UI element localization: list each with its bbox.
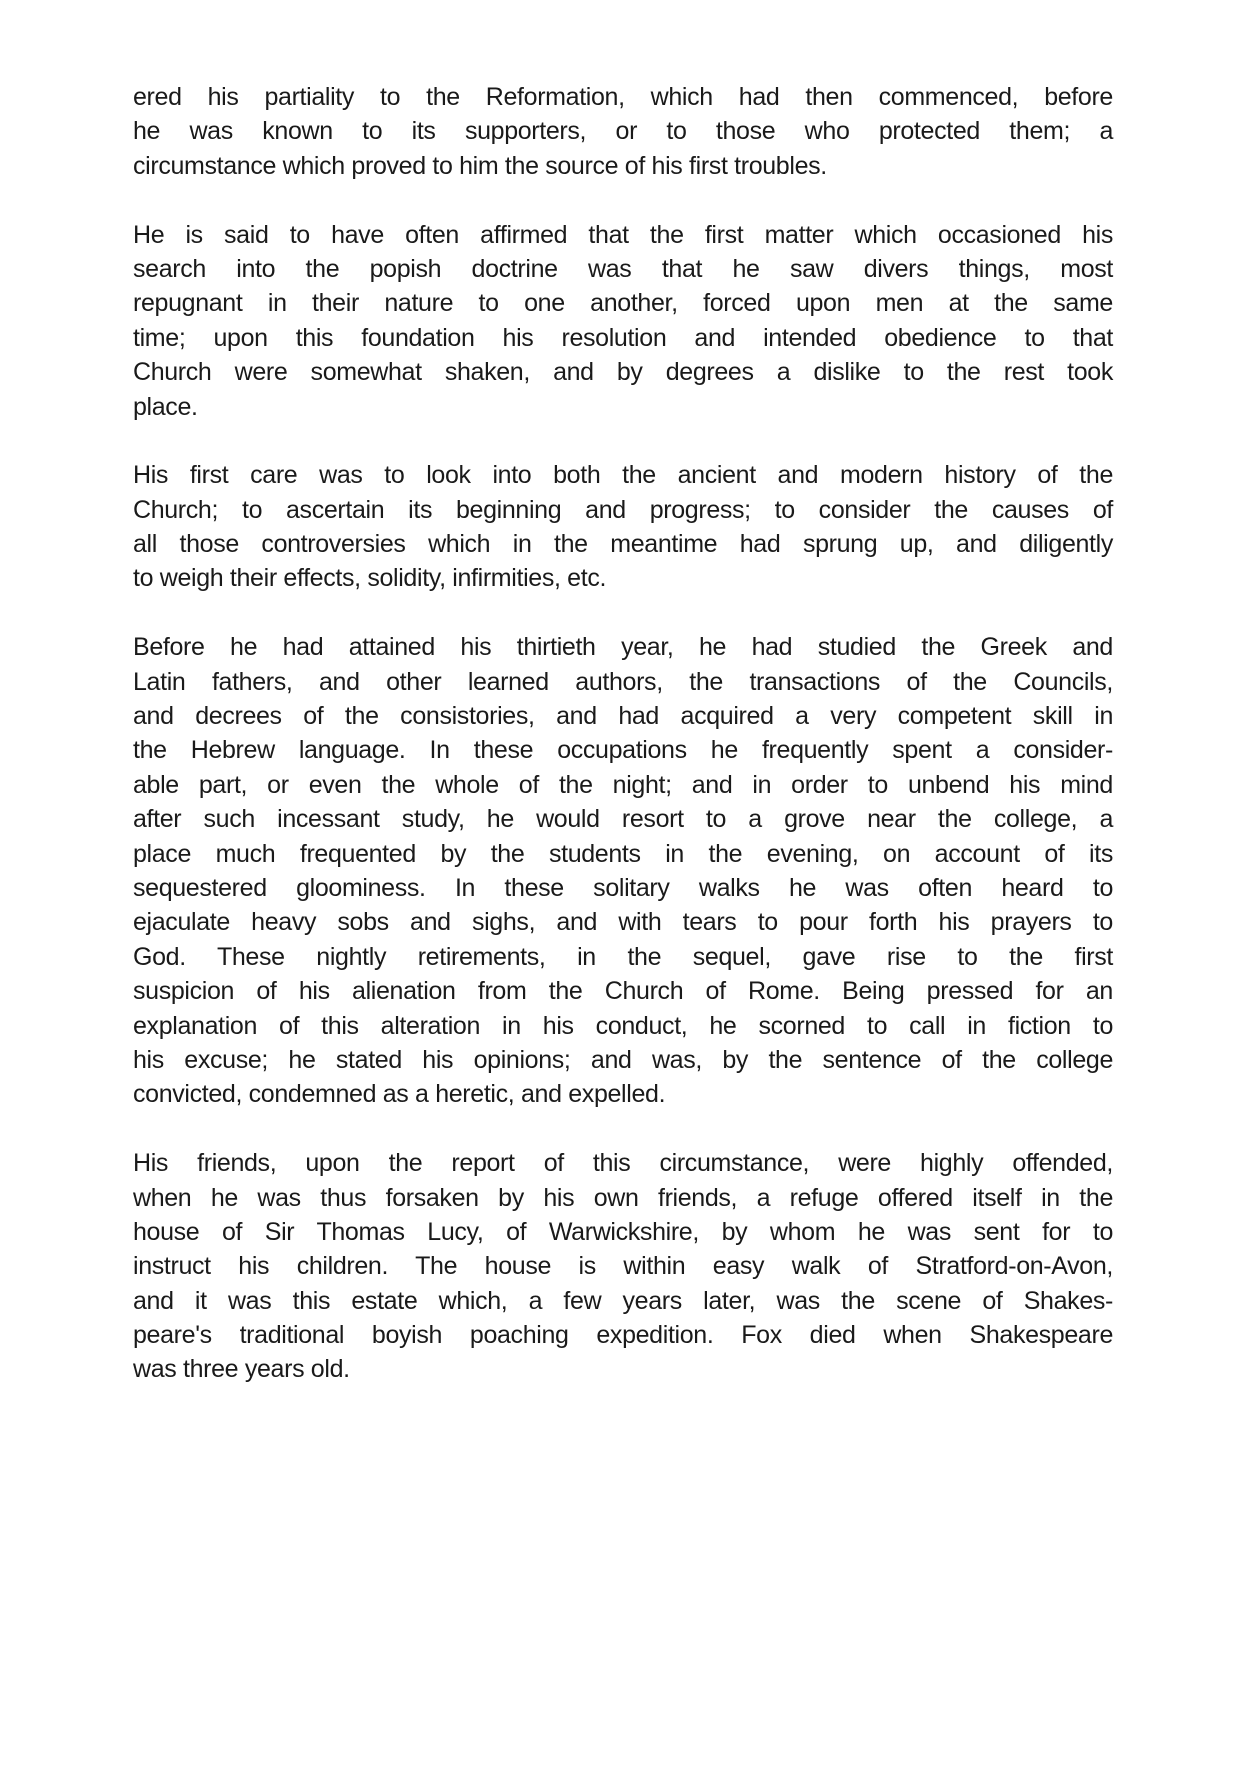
text-line: the Hebrew language. In these occupations he frequently spent a consider- (133, 736, 1113, 765)
text-line: convicted, condemned as a heretic, and expelled. (133, 1080, 666, 1109)
text-line: instruct his children. The house is within easy walk of Stratford-on-Avon, (133, 1252, 1113, 1281)
text-line: after such incessant study, he would resort to a grove near the college, a (133, 805, 1113, 834)
text-line: sequestered gloominess. In these solitary walks he was often heard to (133, 873, 1113, 902)
paragraph-3 (133, 458, 1113, 596)
text-line: house of Sir Thomas Lucy, of Warwickshire, by whom he was sent for to (133, 1217, 1113, 1246)
text-line: Before he had attained his thirtieth year, he had studied the Greek and (133, 633, 1113, 662)
paragraph-2 (133, 218, 1113, 424)
text-line: when he was thus forsaken by his own friends, a refuge offered itself in the (133, 1183, 1113, 1212)
text-line: and decrees of the consistories, and had acquired a very competent skill in (133, 702, 1113, 731)
text-line: he was known to its supporters, or to those who protected them; a (133, 117, 1113, 146)
paragraph-4 (133, 630, 1113, 1111)
text-line: ejaculate heavy sobs and sighs, and with tears to pour forth his prayers to (133, 908, 1113, 937)
text-line: Church were somewhat shaken, and by degrees a dislike to the rest took (133, 358, 1113, 387)
text-line: His first care was to look into both the ancient and modern history of the (133, 461, 1113, 490)
text-line: time; upon this foundation his resolution and intended obedience to that (133, 323, 1113, 352)
paragraph-5 (133, 1146, 1113, 1387)
text-line: place much frequented by the students in the evening, on account of its (133, 839, 1113, 868)
text-line: and it was this estate which, a few years later, was the scene of Shakes- (133, 1286, 1113, 1315)
text-line: Church; to ascertain its beginning and progress; to consider the causes of (133, 495, 1113, 524)
text-line: God. These nightly retirements, in the sequel, gave rise to the first (133, 942, 1113, 971)
text-line: peare's traditional boyish poaching expedition. Fox died when Shakespeare (133, 1321, 1113, 1350)
text-line: search into the popish doctrine was that he saw divers things, most (133, 254, 1113, 283)
text-line: able part, or even the whole of the night; and in order to unbend his mind (133, 770, 1113, 799)
text-line: suspicion of his alienation from the Church of Rome. Being pressed for an (133, 977, 1113, 1006)
text-line: place. (133, 392, 198, 421)
document-page (133, 80, 1113, 1421)
text-line: was three years old. (133, 1355, 350, 1384)
text-line: to weigh their effects, solidity, infirmities, etc. (133, 564, 607, 593)
text-line: all those controversies which in the meantime had sprung up, and diligently (133, 530, 1113, 559)
text-line: repugnant in their nature to one another, forced upon men at the same (133, 289, 1113, 318)
text-line: circumstance which proved to him the source of his first troubles. (133, 151, 827, 180)
text-line: His friends, upon the report of this circumstance, were highly offended, (133, 1149, 1113, 1178)
text-line: explanation of this alteration in his conduct, he scorned to call in fiction to (133, 1011, 1113, 1040)
text-line: Latin fathers, and other learned authors, the transactions of the Councils, (133, 667, 1113, 696)
paragraph-1 (133, 80, 1113, 183)
text-line: ered his partiality to the Reformation, which had then commenced, before (133, 83, 1113, 111)
text-line: He is said to have often affirmed that the first matter which occasioned his (133, 220, 1113, 249)
text-line: his excuse; he stated his opinions; and was, by the sentence of the college (133, 1045, 1113, 1074)
